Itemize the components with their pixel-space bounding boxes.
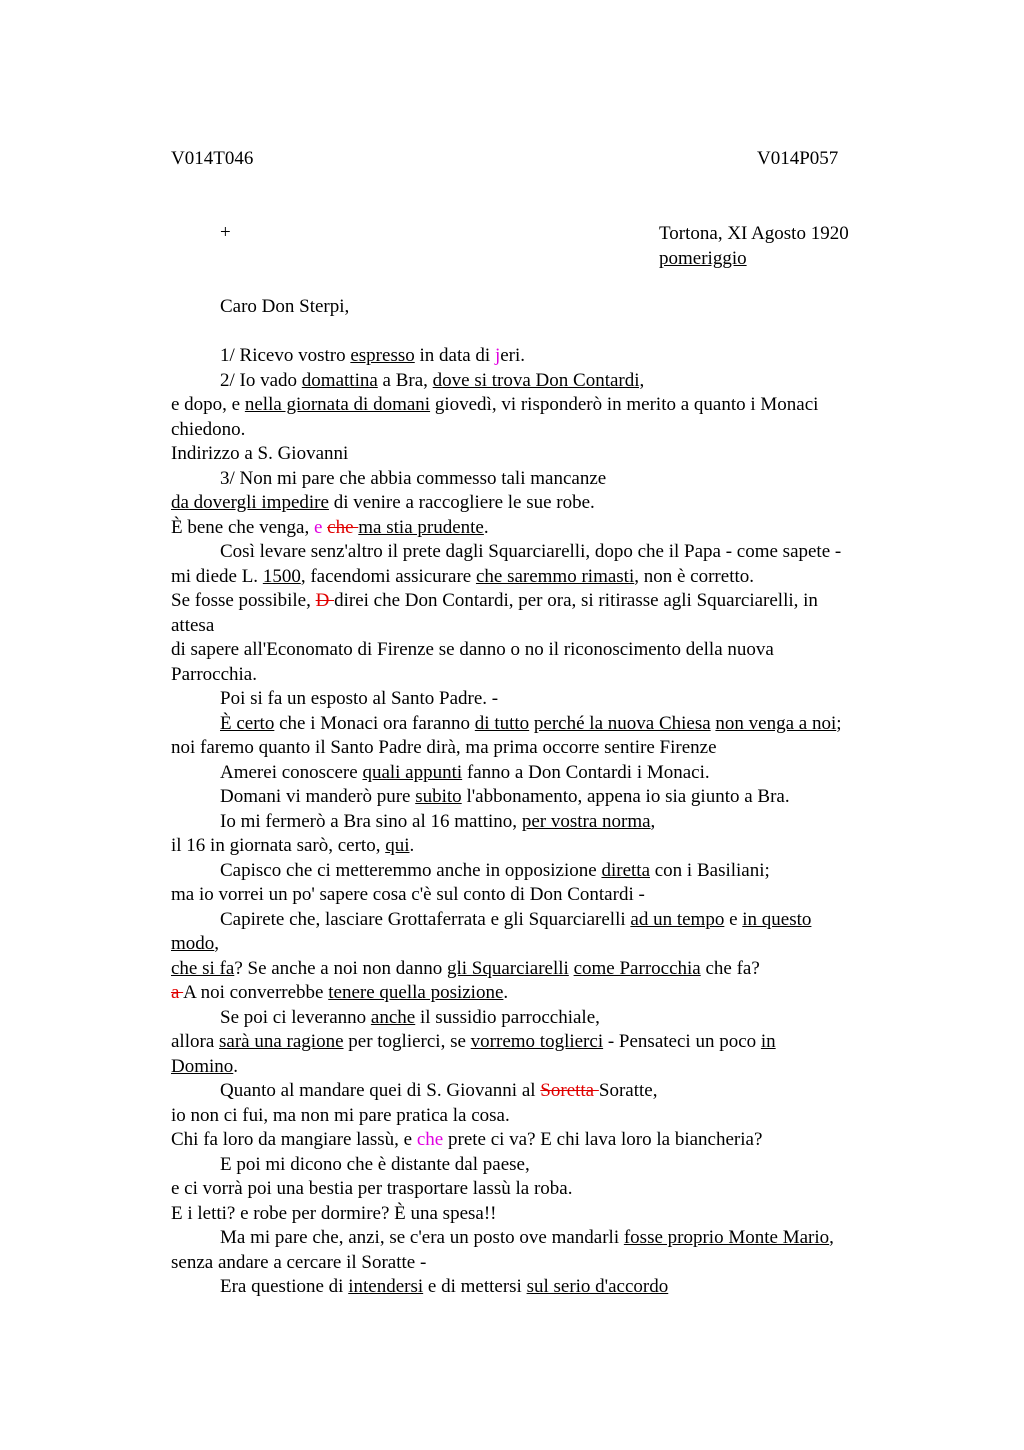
letter-line [171, 1275, 896, 1300]
text-run: senza andare a cercare il Soratte - [171, 1251, 427, 1273]
letter-line [171, 344, 896, 369]
text-run: Ma mi pare che, anzi, se c'era un posto ove mandarli [220, 1227, 624, 1248]
text-run: E i letti? e robe per dormire? È una spesa!! [171, 1202, 497, 1224]
underlined-text: domattina [301, 369, 378, 391]
text-run: mi diede L. [171, 565, 263, 587]
document-code-right: V014P057 [757, 148, 839, 169]
text-run: fanno a Don Contardi i Monaci. [462, 761, 710, 783]
text-run: che fa? [700, 957, 760, 979]
letter-line [171, 1202, 896, 1227]
text-run: Così levare senz'altro il prete dagli Squarciarelli, dopo che il Papa - come sapete - [220, 541, 842, 562]
text-run: . [503, 982, 509, 1003]
text-run: . [483, 516, 489, 538]
inserted-text: j [494, 345, 501, 366]
text-run: Era questione di [220, 1276, 349, 1297]
underlined-text: 1500 [262, 565, 301, 587]
text-run: Indirizzo a S. Giovanni [171, 443, 349, 464]
dateline [659, 222, 849, 271]
text-run: Se fosse possibile, [171, 590, 316, 611]
letter-line [171, 1079, 896, 1104]
time-of-day: pomeriggio [659, 247, 747, 269]
letter-line [171, 540, 896, 565]
deleted-text: Soretta [540, 1080, 599, 1101]
text-run: Io mi fermerò a Bra sino al 16 mattino, [220, 810, 522, 832]
underlined-text: da dovergli impedire [171, 492, 329, 513]
place-date: Tortona, XI Agosto 1920 [659, 223, 849, 244]
letter-line [171, 393, 896, 418]
text-run: Parrocchia. [171, 663, 257, 685]
letter-lines [171, 344, 896, 1300]
letter-line [171, 565, 896, 590]
letter-line [171, 687, 896, 712]
letter-line [171, 467, 896, 492]
letter-line [171, 369, 896, 394]
text-run: 1/ Ricevo vostro [220, 345, 351, 366]
letter-line [171, 1104, 896, 1129]
text-run: Soratte, [598, 1080, 658, 1101]
underlined-text: espresso [350, 345, 415, 366]
text-run: che i Monaci ora faranno [274, 712, 475, 734]
text-run: in data di [414, 345, 495, 366]
letter-line [171, 785, 896, 810]
letter-line [171, 614, 896, 639]
letter-line [171, 883, 896, 908]
text-run: . [233, 1055, 239, 1077]
underlined-text: diretta [601, 859, 650, 881]
underlined-text: in [760, 1031, 776, 1052]
text-run: , facendomi assicurare [300, 565, 476, 587]
text-run: noi faremo quanto il Santo Padre dirà, ma prima occorre sentire Firenze [171, 737, 717, 758]
text-run: ? Se anche a noi non danno [234, 957, 447, 979]
text-run: il 16 in giornata sarò, certo, [171, 835, 386, 856]
letter-line [171, 663, 896, 688]
underlined-text: dove si trova Don Contardi, [432, 369, 645, 391]
underlined-text: qui [385, 835, 410, 856]
text-run: - Pensateci un poco [603, 1031, 761, 1052]
underlined-text: È certo [220, 712, 275, 734]
text-run: giovedì, vi risponderò in merito a quanto i Monaci [430, 394, 819, 415]
inserted-text: che [416, 1129, 444, 1150]
letter-line [171, 736, 896, 761]
text-run: Capirete che, lasciare Grottaferrata e gli Squarciarelli [220, 908, 631, 930]
text-run: 3/ Non mi pare che abbia commesso tali mancanze [220, 467, 607, 489]
underlined-text: fosse proprio Monte Mario [623, 1227, 830, 1248]
letter-line [171, 834, 896, 859]
underlined-text: ad un tempo [630, 908, 725, 930]
text-run: 2/ Io vado [220, 369, 302, 391]
inserted-text: e [313, 516, 328, 538]
deleted-text: a [171, 982, 184, 1003]
text-run: io non ci fui, ma non mi pare pratica la cosa. [171, 1104, 510, 1126]
text-run: direi che Don Contardi, per ora, si ritirasse agli Squarciarelli, in [334, 590, 818, 611]
underlined-text: vorremo toglierci [470, 1031, 604, 1052]
text-run: allora [171, 1031, 220, 1052]
underlined-text: modo [171, 933, 215, 954]
letter-line [171, 761, 896, 786]
text-run: e [724, 908, 743, 930]
text-run: per toglierci, se [343, 1031, 471, 1052]
text-run: di venire a raccogliere le sue robe. [328, 492, 595, 513]
text-run: Se poi ci leveranno [220, 1006, 371, 1028]
text-run: Chi fa loro da mangiare lassù, e [171, 1129, 417, 1150]
letter-line [171, 491, 896, 516]
paragraph-gap [171, 320, 896, 345]
letter-line [171, 981, 896, 1006]
cross-mark: + [220, 222, 231, 243]
underlined-text: gli Squarciarelli [446, 957, 569, 979]
underlined-text: ma stia prudente [358, 516, 484, 538]
text-run: Poi si fa un esposto al Santo Padre. - [220, 688, 499, 709]
letter-body [171, 295, 896, 1300]
letter-line [171, 1153, 896, 1178]
letter-line [171, 810, 896, 835]
letter-line [171, 1006, 896, 1031]
salutation: Caro Don Sterpi, [220, 296, 350, 317]
text-run: E poi mi dicono che è distante dal paese, [220, 1153, 530, 1175]
text-run: con i Basiliani; [650, 859, 770, 881]
letter-line [171, 589, 896, 614]
underlined-text: che saremmo rimasti [475, 565, 635, 587]
underlined-text: tenere quella posizione [328, 982, 504, 1003]
underlined-text: che si fa [171, 957, 235, 979]
text-run: il sussidio parrocchiale, [415, 1006, 600, 1028]
underlined-text: non venga a noi [715, 712, 837, 734]
underlined-text: anche [370, 1006, 416, 1028]
text-run: , [829, 1227, 834, 1248]
underlined-text: Domino [171, 1055, 234, 1077]
deleted-text: D [315, 590, 335, 611]
text-run: chiedono. [171, 418, 246, 440]
text-run: ma io vorrei un po' sapere cosa c'è sul conto di Don Contardi - [171, 884, 645, 905]
text-run: eri. [500, 345, 526, 366]
underlined-text: in questo [742, 908, 812, 930]
text-run: prete ci va? E chi lava loro la biancheria? [443, 1129, 763, 1150]
letter-line [171, 932, 896, 957]
text-run: l'abbonamento, appena io sia giunto a Bra. [461, 786, 790, 807]
underlined-text: sul serio d'accordo [526, 1276, 669, 1297]
underlined-text: per vostra norma [521, 810, 651, 832]
document-code-left: V014T046 [171, 148, 254, 169]
letter-line [171, 908, 896, 933]
underlined-text: sarà una ragione [219, 1031, 344, 1052]
text-run: e dopo, e [171, 394, 245, 415]
letter-line [171, 859, 896, 884]
text-run: , [650, 810, 656, 832]
text-run: È bene che venga, [171, 516, 314, 538]
letter-line [171, 957, 896, 982]
text-run: Amerei conoscere [220, 761, 363, 783]
letter-line [171, 516, 896, 541]
text-run: , non è corretto. [634, 565, 754, 587]
text-run: a Bra, [377, 369, 433, 391]
text-run: ; [836, 712, 842, 734]
text-run: . [409, 835, 415, 856]
letter-line [171, 1226, 896, 1251]
underlined-text: come Parrocchia [573, 957, 701, 979]
text-run: Quanto al mandare quei di S. Giovanni al [220, 1080, 541, 1101]
text-run: e di mettersi [423, 1276, 527, 1297]
letter-line [171, 1055, 896, 1080]
letter-line [171, 1128, 896, 1153]
text-run: Domani vi manderò pure [220, 786, 416, 807]
text-run: A noi converrebbe [183, 982, 329, 1003]
text-run: attesa [171, 614, 215, 636]
text-run: , [214, 933, 220, 954]
letter-line [171, 1251, 896, 1276]
letter-line [171, 638, 896, 663]
letter-line [171, 1030, 896, 1055]
letter-line [171, 418, 896, 443]
underlined-text: quali appunti [362, 761, 463, 783]
underlined-text: intendersi [348, 1276, 424, 1297]
underlined-text: perché la nuova Chiesa [533, 712, 711, 734]
underlined-text: nella giornata di domani [244, 394, 431, 415]
text-run: di sapere all'Economato di Firenze se danno o no il riconoscimento della nuova [171, 639, 774, 660]
underlined-text: di tutto [474, 712, 530, 734]
text-run: Capisco che ci metteremmo anche in opposizione [220, 859, 602, 881]
deleted-text: che [327, 516, 359, 538]
letter-line [171, 442, 896, 467]
letter-line [171, 712, 896, 737]
underlined-text: subito [415, 786, 462, 807]
text-run: e ci vorrà poi una bestia per trasportare lassù la roba. [171, 1178, 573, 1199]
letter-line [171, 1177, 896, 1202]
